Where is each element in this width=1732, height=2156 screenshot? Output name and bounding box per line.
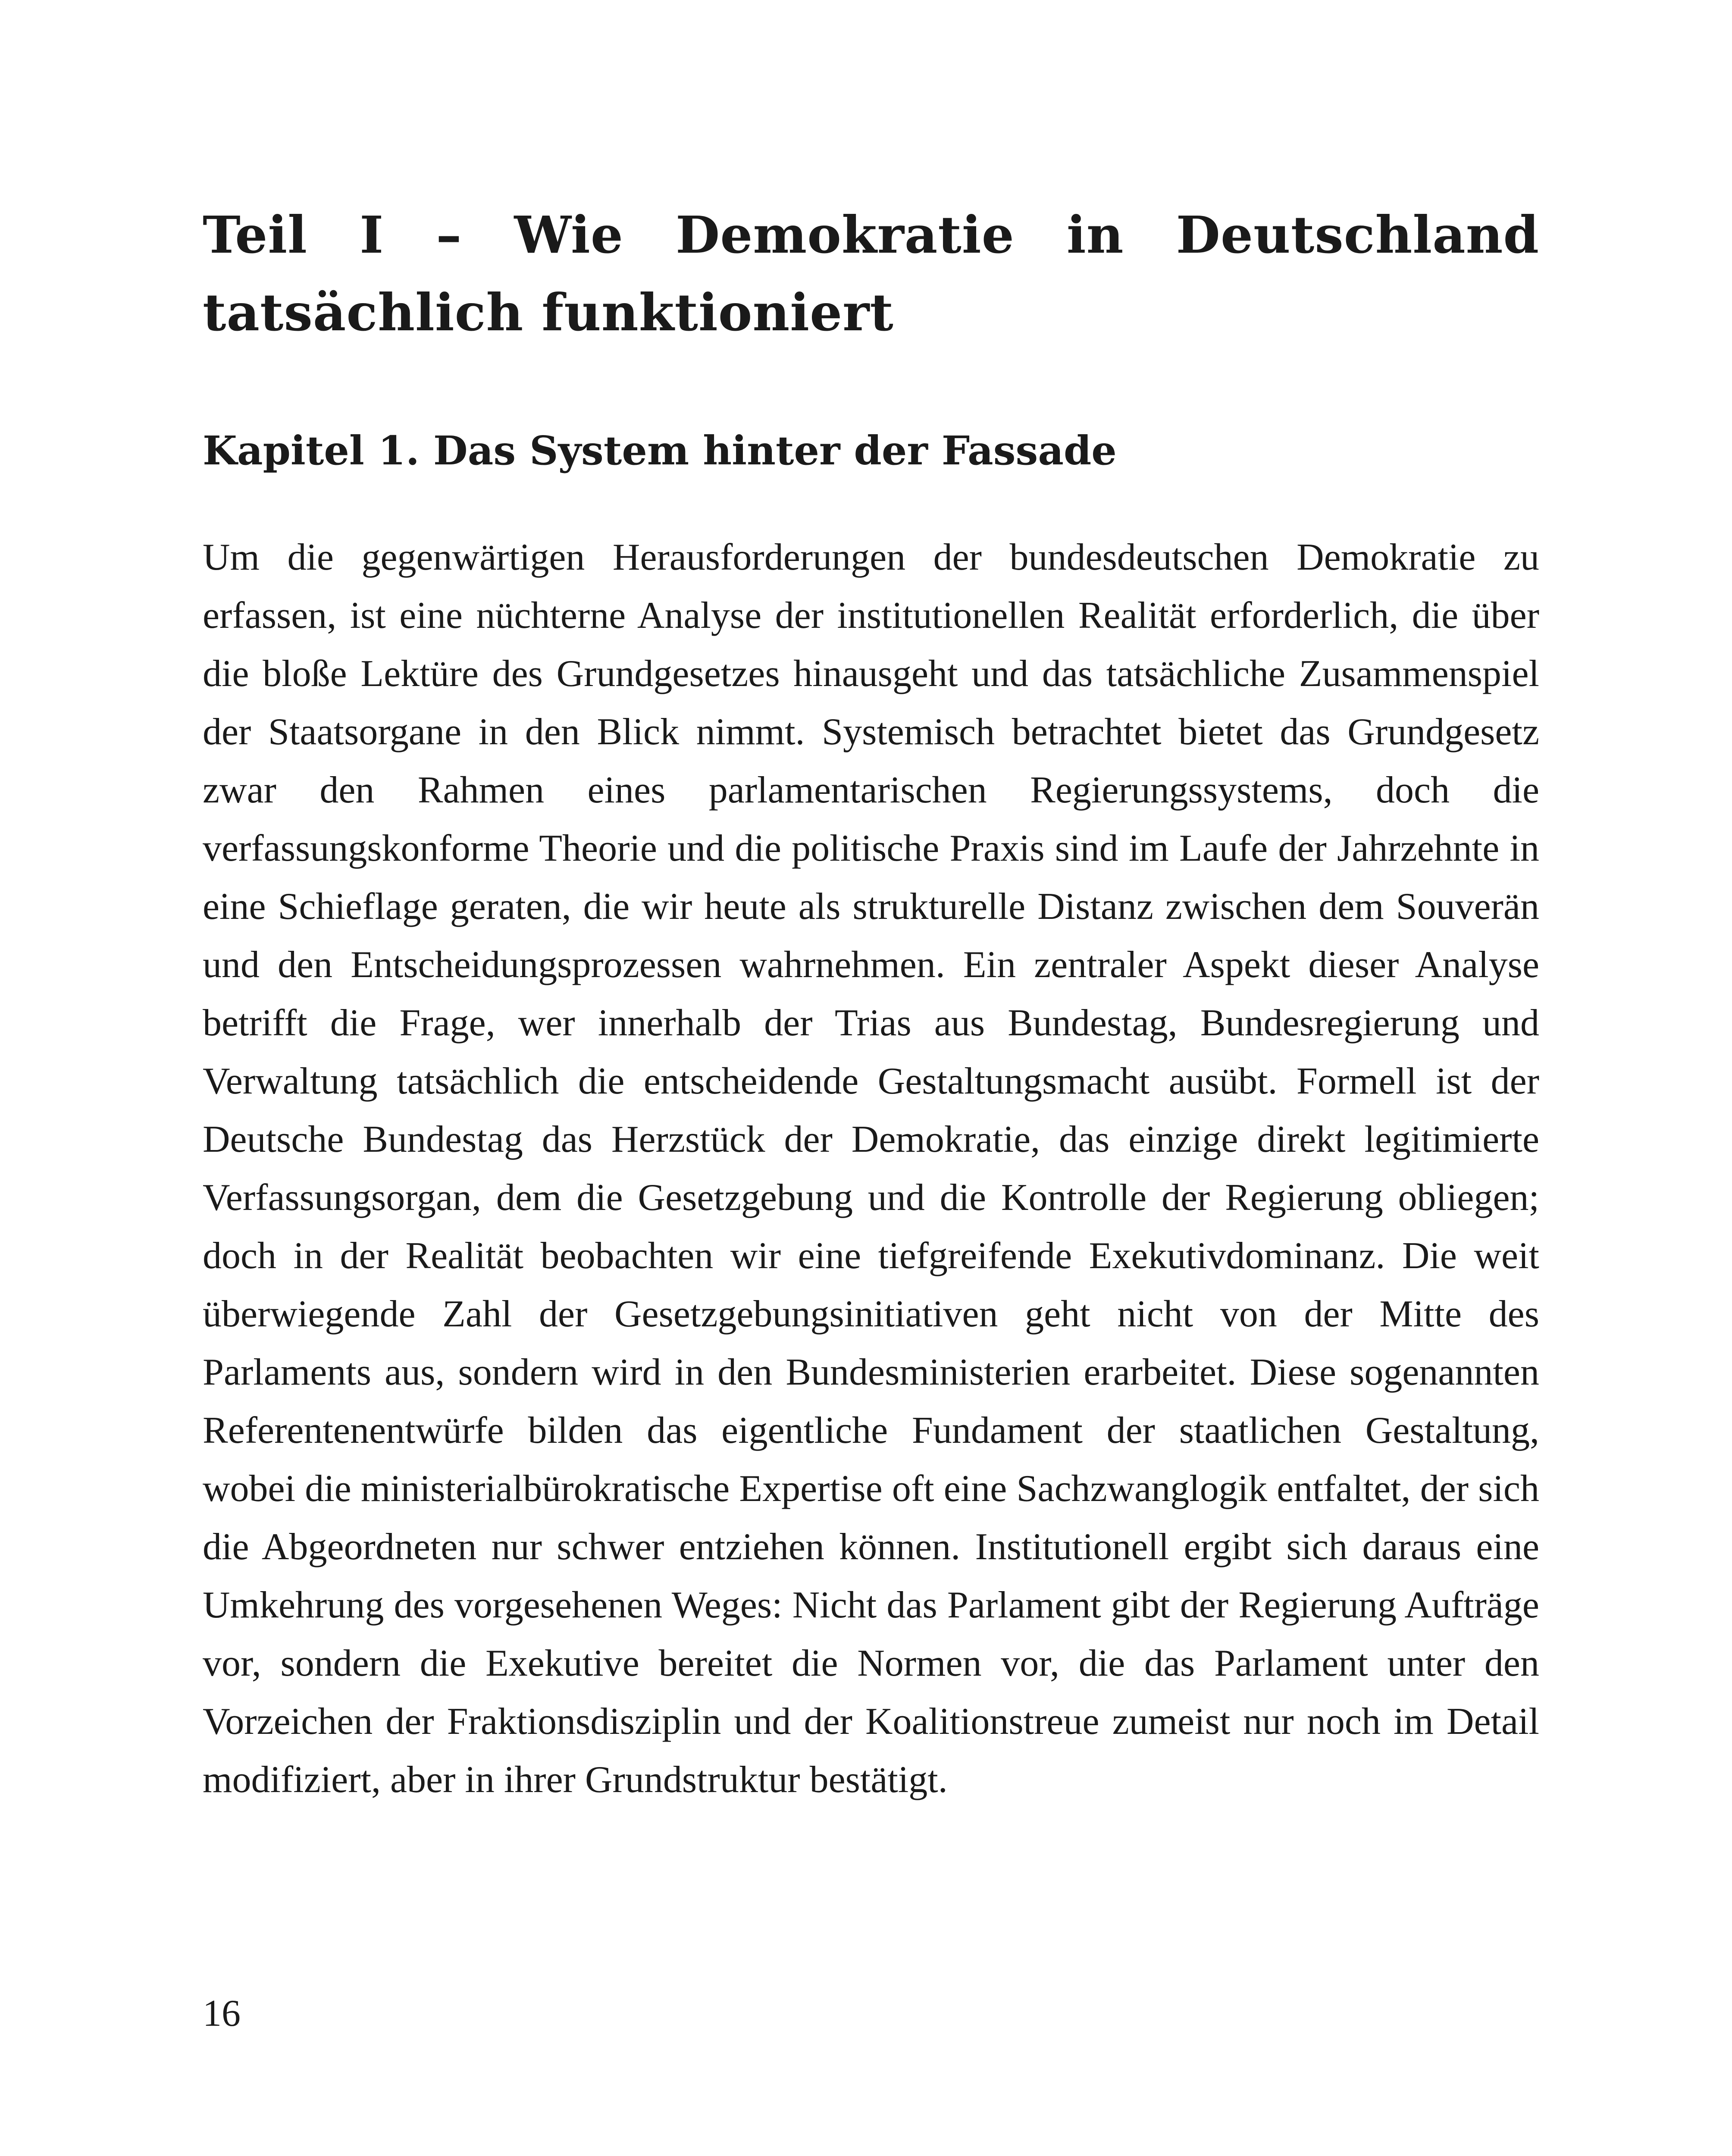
page-number: 16	[203, 1993, 241, 2034]
chapter-title: Kapitel 1. Das System hinter der Fassade	[203, 427, 1117, 474]
part-title: Teil I – Wie Demokratie in Deutschland tatsächlich funktioniert	[203, 205, 1539, 342]
document-page	[203, 0, 1539, 2156]
body-paragraph: Um die gegenwärtigen Herausforderungen der bundesdeutschen Demokratie zu erfassen, ist eine nüchterne Analyse der institutionellen Realität erforderlich, die über die bloße Lektüre des Grundgesetzes hinausgeht und das tatsächliche Zusammenspiel der Staatsorgane in den Blick nimmt. Systemisch betrachtet bietet das Grundgesetz zwar den Rahmen eines parlamentarischen Regierungssystems, doch die verfassungskonforme Theorie und die politische Praxis sind im Laufe der Jahrzehnte in eine Schieflage geraten, die wir heute als strukturelle Distanz zwischen dem Souverän und den Entscheidungsprozessen wahrnehmen. Ein zentraler Aspekt dieser Analyse betrifft die Frage, wer innerhalb der Trias aus Bundestag, Bundesregierung und Verwaltung tatsächlich die entscheidende Gestaltungsmacht ausübt. Formell ist der Deutsche Bundestag das Herzstück der Demokratie, das einzige direkt legitimierte Verfassungsorgan, dem die Gesetzgebung und die Kontrolle der Regierung obliegen; doch in der Realität beobachten wir eine tiefgreifende Exekutivdominanz. Die weit überwiegende Zahl der Gesetzgebungsinitiativen geht nicht von der Mitte des Parlaments aus, sondern wird in den Bundesministerien erarbeitet. Diese sogenannten Referentenentwürfe bilden das eigentliche Fundament der staatlichen Gestaltung, wobei die ministerialbürokratische Expertise oft eine Sachzwanglogik entfaltet, der sich die Abgeordneten nur schwer entziehen können. Institutionell ergibt sich daraus eine Umkehrung des vorgesehenen Weges: Nicht das Parlament gibt der Regierung Aufträge vor, sondern die Exekutive bereitet die Normen vor, die das Parlament unter den Vorzeichen der Fraktionsdisziplin und der Koalitionstreue zumeist nur noch im Detail modifiziert, aber in ihrer Grundstruktur bestätigt.	[203, 536, 1539, 1801]
